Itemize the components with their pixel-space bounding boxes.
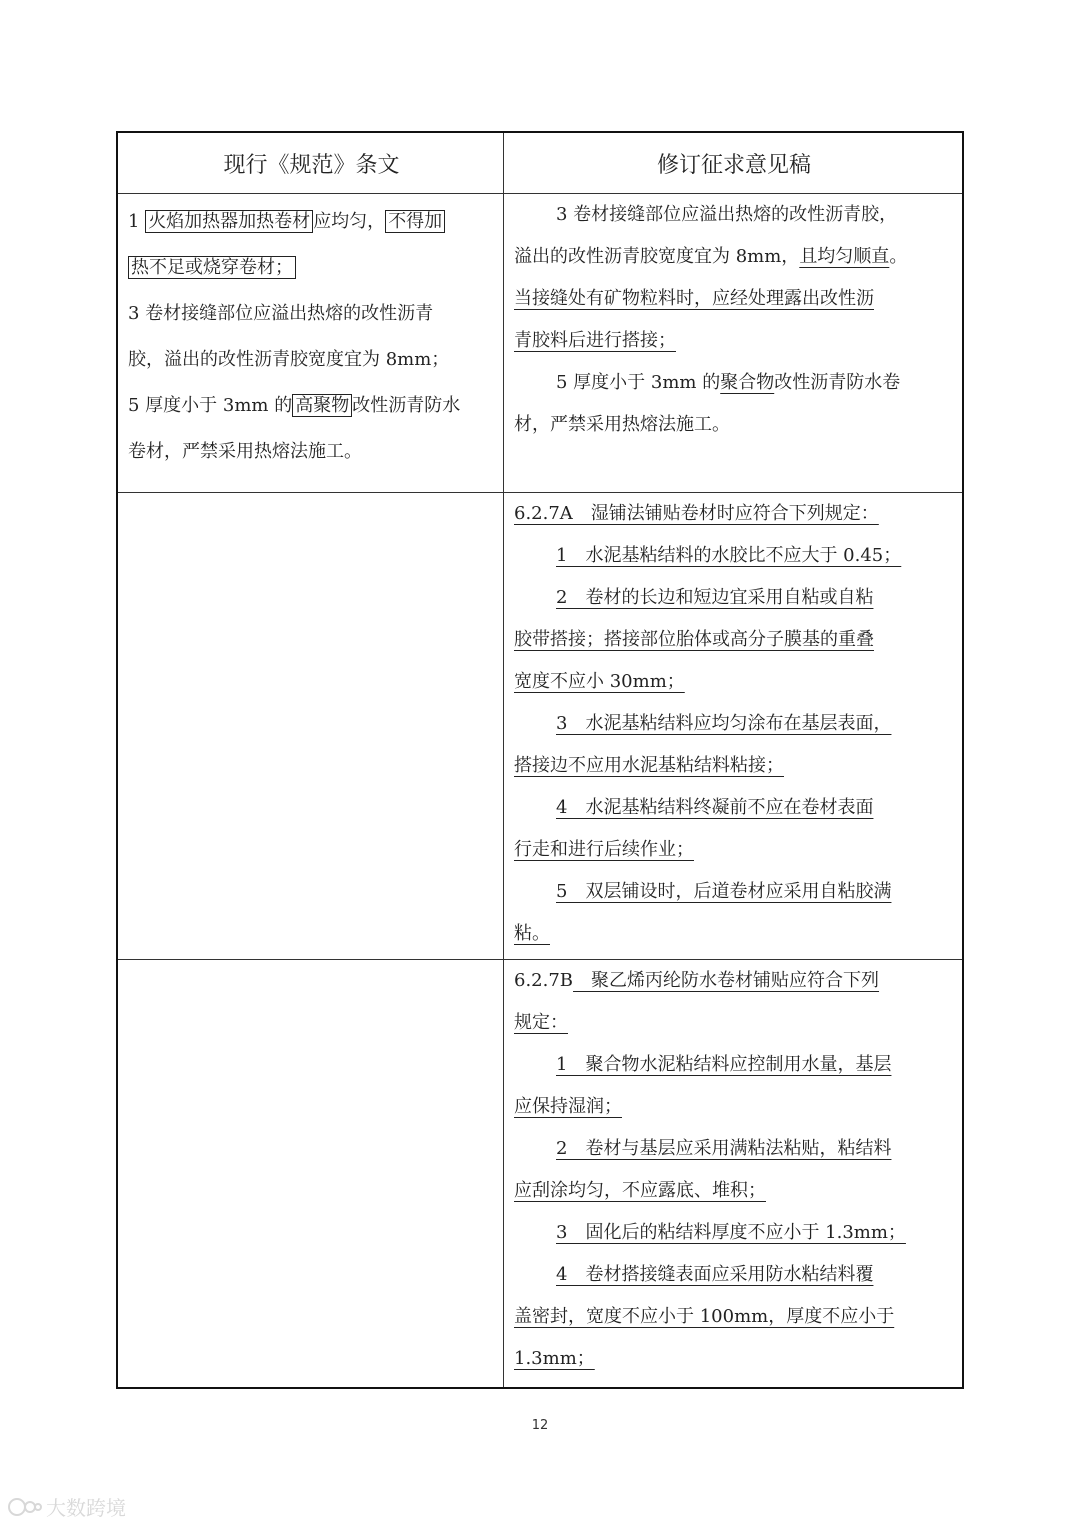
text-line: 盖密封，宽度不应小于 100mm，厚度不应小于 <box>514 1306 895 1327</box>
text-line: 1 水泥基粘结料的水胶比不应大于 0.45； <box>556 545 902 566</box>
page-number: 12 <box>531 1418 549 1433</box>
text-line <box>128 245 495 291</box>
text-line: 2 卷材与基层应采用满粘法粘贴，粘结料 <box>556 1138 892 1159</box>
comparison-table <box>116 131 964 1389</box>
text-line: 2 卷材的长边和短边宜采用自粘或自粘 <box>556 587 874 608</box>
revision-draft-cell <box>504 194 962 492</box>
clause-heading: 6.2.7B 聚乙烯丙纶防水卷材铺贴应符合下列 <box>514 970 880 991</box>
boxed-text: 高聚物 <box>292 394 352 417</box>
text-line: 规定： <box>514 1012 568 1033</box>
underlined-text: 且均匀顺直 <box>799 246 890 267</box>
text-line: 胶带搭接；搭接部位胎体或高分子膜基的重叠 <box>514 629 874 650</box>
boxed-text: 不得加 <box>385 210 445 233</box>
watermark <box>8 1492 126 1521</box>
boxed-text: 热不足或烧穿卷材； <box>128 256 296 279</box>
current-clause-cell-empty <box>118 960 504 1387</box>
text-line: 3 卷材接缝部位应溢出热熔的改性沥青 <box>128 303 434 324</box>
watermark-text: 大数跨境 <box>46 1496 126 1520</box>
text-line: 1.3mm； <box>514 1348 595 1369</box>
text-line: 5 厚度小于 3mm 的聚合物改性沥青防水卷 <box>556 372 901 393</box>
table-row-3 <box>118 959 962 1387</box>
text-line: 搭接边不应用水泥基粘结料粘接； <box>514 755 784 776</box>
text-line: 材，严禁采用热熔法施工。 <box>514 414 730 435</box>
table-row-2 <box>118 492 962 959</box>
text-line: 胶，溢出的改性沥青胶宽度宜为 8mm； <box>128 349 450 370</box>
text-line: 5 双层铺设时，后道卷材应采用自粘胶满 <box>556 881 892 902</box>
revision-draft-cell <box>504 493 962 959</box>
boxed-text: 火焰加热器加热卷材 <box>145 210 313 233</box>
text-line: 4 水泥基粘结料终凝前不应在卷材表面 <box>556 797 874 818</box>
table-header-row <box>118 133 962 193</box>
text-line: 5 厚度小于 3mm 的 高聚物 改性沥青防水 <box>128 395 461 416</box>
text-line: 应刮涂均匀，不应露底、堆积； <box>514 1180 766 1201</box>
underlined-text: 聚合物 <box>720 372 775 393</box>
text-line: 3 固化后的粘结料厚度不应小于 1.3mm； <box>556 1222 906 1243</box>
text-line: 1 聚合物水泥粘结料应控制用水量，基层 <box>556 1054 892 1075</box>
watermark-logo-icon <box>8 1496 42 1518</box>
table-row-1 <box>118 193 962 492</box>
text-line: 青胶料后进行搭接； <box>514 330 676 351</box>
revision-draft-cell <box>504 960 962 1387</box>
text-line: 行走和进行后续作业； <box>514 839 694 860</box>
text-line: 卷材，严禁采用热熔法施工。 <box>128 441 362 462</box>
header-current-clause: 现行《规范》条文 <box>118 133 504 193</box>
current-clause-cell <box>118 194 504 492</box>
clause-heading: 6.2.7A 湿铺法铺贴卷材时应符合下列规定： <box>514 503 879 524</box>
text-line: 3 水泥基粘结料应均匀涂布在基层表面， <box>556 713 892 734</box>
text-line: 当接缝处有矿物粒料时，应经处理露出改性沥 <box>514 288 874 309</box>
text-line: 粘。 <box>514 923 550 944</box>
text-line: 4 卷材搭接缝表面应采用防水粘结料覆 <box>556 1264 874 1285</box>
text-line: 宽度不应小 30mm； <box>514 671 685 692</box>
text-line: 3 卷材接缝部位应溢出热熔的改性沥青胶， <box>556 204 898 225</box>
current-clause-cell-empty <box>118 493 504 959</box>
header-revision-draft: 修订征求意见稿 <box>656 152 811 178</box>
text-line: 溢出的改性沥青胶宽度宜为 8mm，且均匀顺直。 <box>514 246 908 267</box>
text-line: 1 火焰加热器加热卷材 应均匀， 不得加 <box>128 199 495 245</box>
text-line: 应保持湿润； <box>514 1096 622 1117</box>
